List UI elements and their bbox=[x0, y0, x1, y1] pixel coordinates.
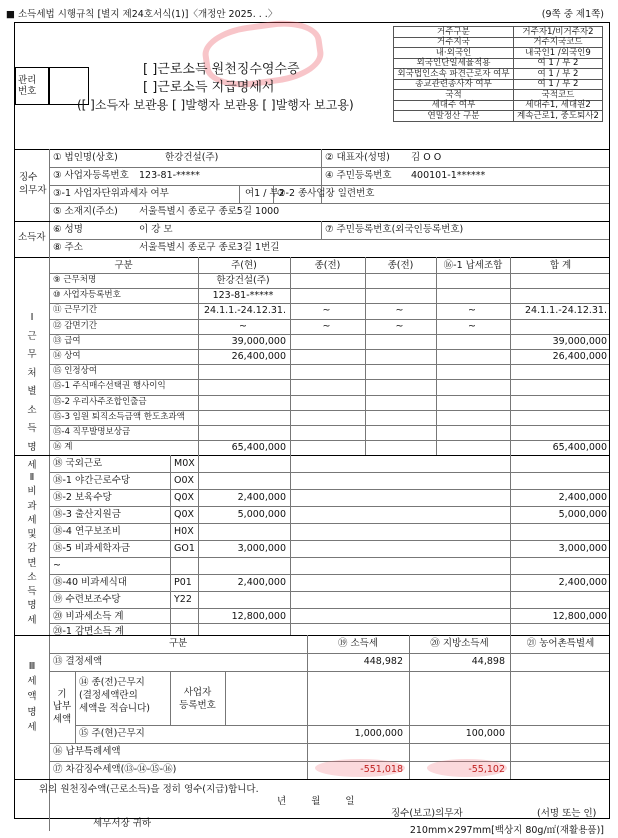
sec1-row-label: ⑫ 감면기간 bbox=[53, 320, 98, 331]
earner-address-value[interactable]: 서울특별시 종로구 종로3길 1번길 bbox=[139, 242, 280, 253]
determined-tax-income[interactable]: 448,982 bbox=[363, 656, 403, 667]
dispatched-worker-value[interactable]: 여 1 / 부 2 bbox=[513, 69, 602, 80]
sec1-row-label: ⑮-4 직무발명보상금 bbox=[53, 427, 131, 437]
householder-value[interactable]: 세대주1, 세대원2 bbox=[513, 100, 602, 111]
address-label: ⑤ 소재지(주소) bbox=[53, 206, 118, 217]
sec2-cell[interactable]: 5,000,000 bbox=[558, 509, 607, 520]
sec1-cell[interactable]: ~ bbox=[239, 320, 247, 332]
sec1-cell[interactable]: ~ bbox=[322, 320, 331, 332]
sec2-code: M0X bbox=[174, 458, 195, 469]
sec1-cell[interactable]: 24.1.1.-24.12.31. bbox=[204, 305, 286, 317]
receipt-form bbox=[14, 22, 610, 829]
page-indicator: (9쪽 중 제1쪽) bbox=[541, 9, 604, 20]
nationality-label: 국적 bbox=[394, 90, 514, 101]
sec1-cell[interactable]: ~ bbox=[468, 320, 476, 332]
sec1-cell[interactable]: 39,000,000 bbox=[231, 335, 286, 347]
sec1-cell[interactable]: ~ bbox=[468, 305, 476, 317]
residency-label: 거주구분 bbox=[394, 27, 514, 38]
sec2-row-label: ⑱-2 보육수당 bbox=[53, 492, 112, 503]
nationality-code[interactable]: 국적코드 bbox=[513, 90, 602, 101]
earner-id-label: ⑦ 주민등록번호(외국인등록번호) bbox=[325, 224, 464, 235]
determined-tax-label: ⑬ 결정세액 bbox=[53, 656, 103, 667]
residency-info-table bbox=[393, 26, 603, 122]
settlement-type-label: 연말정산 구분 bbox=[394, 111, 514, 122]
sec2-cell[interactable]: 2,400,000 bbox=[558, 492, 607, 503]
sec2-code: Q0X bbox=[174, 509, 195, 520]
sec1-cell[interactable]: 65,400,000 bbox=[552, 442, 607, 454]
determined-tax-local[interactable]: 44,898 bbox=[471, 656, 505, 667]
resident-reg-label: ④ 주민등록번호 bbox=[325, 170, 392, 181]
sec1-cell[interactable]: 26,400,000 bbox=[231, 351, 286, 362]
company-name-value[interactable]: 한강건설(주) bbox=[165, 152, 219, 163]
sec2-row-label: ⑱ 국외근로 bbox=[53, 458, 103, 469]
sec2-row-label: ⑱-5 비과세학자금 bbox=[53, 543, 131, 554]
title-payment-statement: [ ]근로소득 지급명세서 bbox=[143, 80, 275, 95]
sec1-row-label: ⑩ 사업자등록번호 bbox=[53, 290, 121, 301]
sub-workplace-label: ③-2 종사업장 일련번호 bbox=[277, 188, 375, 199]
prepaid-tax-label: 기 납부 세액 bbox=[52, 689, 72, 725]
sec2-cell[interactable]: 3,000,000 bbox=[237, 543, 286, 554]
tax-office-recipient: 세무서장 귀하 bbox=[93, 818, 152, 829]
sec1-cell[interactable]: ~ bbox=[395, 305, 404, 317]
sec1-row-label: ⑨ 근무처명 bbox=[53, 275, 97, 285]
sec1-row-label: ⑮-1 주식매수선택권 행사이익 bbox=[53, 381, 166, 392]
residency-value[interactable]: 거주자1/비거주자2 bbox=[513, 27, 602, 38]
business-number-label: 사업자 등록번호 bbox=[179, 687, 216, 711]
sec2-cell[interactable]: 2,400,000 bbox=[237, 492, 286, 503]
representative-value[interactable]: 김 O O bbox=[411, 152, 442, 163]
net-collection-income[interactable]: -551,018 bbox=[360, 764, 403, 775]
business-reg-value[interactable]: 123-81-***** bbox=[139, 170, 200, 181]
sec2-code: Q0X bbox=[174, 492, 195, 503]
nationality-type-label: 내·외국인 bbox=[394, 48, 514, 59]
dispatched-worker-label: 외국법인소속 파견근로자 여부 bbox=[394, 69, 514, 80]
net-collection-local[interactable]: -55,102 bbox=[468, 764, 505, 775]
sec2-code: GO1 bbox=[174, 543, 195, 554]
payer-signature-label: 징수(보고)의무자 bbox=[391, 808, 463, 819]
sec2-cell[interactable]: 12,800,000 bbox=[231, 611, 286, 622]
sec1-row-label: ⑮-2 우리사주조합인출금 bbox=[53, 396, 147, 407]
form-header bbox=[6, 6, 604, 20]
sec1-cell[interactable]: ~ bbox=[395, 320, 404, 332]
religious-worker-label: 종교관련종사자 여부 bbox=[394, 79, 514, 90]
sec2-code: Y22 bbox=[174, 594, 192, 605]
sec1-cell[interactable]: 65,400,000 bbox=[231, 442, 286, 454]
current-workplace-label: ⑮ 주(현)근무지 bbox=[79, 728, 145, 739]
sec1-cell[interactable]: 한강건설(주) bbox=[216, 275, 270, 286]
management-number-label: 관리 번호 bbox=[18, 75, 37, 98]
section2-label: Ⅱ 비 과 세 및 감 면 소 득 명 세 bbox=[27, 472, 37, 626]
sec2-code: O0X bbox=[174, 475, 195, 486]
sec2-code: P01 bbox=[174, 577, 192, 588]
residence-country-label: 거주지국 bbox=[394, 37, 514, 48]
col-tax-union: ⑯-1 납세조합 bbox=[443, 260, 503, 271]
confirmation-text: 위의 원천징수액(근로소득)을 정히 영수(지급)합니다. bbox=[39, 784, 259, 795]
payer-section-label: 징수 의무자 bbox=[19, 172, 47, 197]
settlement-type-value[interactable]: 계속근로1, 중도퇴사2 bbox=[513, 111, 602, 122]
col-previous-2: 종(전) bbox=[387, 260, 414, 271]
nationality-type-value[interactable]: 내국인1 /외국인9 bbox=[513, 48, 602, 59]
section3-label: Ⅲ 세 액 명 세 bbox=[27, 661, 37, 733]
special-tax-label: ⑯ 납부특례세액 bbox=[53, 746, 121, 757]
col-total: 합 계 bbox=[549, 260, 572, 271]
title-copy-type: ([ ]소득자 보관용 [ ]발행자 보관용 [ ]발행자 보고용) bbox=[77, 98, 354, 112]
col-income-tax: ⑲ 소득세 bbox=[337, 638, 379, 649]
sec1-cell[interactable]: ~ bbox=[322, 305, 331, 317]
issue-date[interactable]: 년 월 일 bbox=[277, 796, 355, 807]
sec2-row-label: ~ bbox=[53, 560, 61, 571]
sec3-gubun: 구분 bbox=[168, 638, 188, 649]
sec2-row-label: ⑱-40 비과세식대 bbox=[53, 577, 127, 588]
sign-or-seal[interactable]: (서명 또는 인) bbox=[537, 808, 597, 819]
sec2-row-label: ⑱-4 연구보조비 bbox=[53, 526, 121, 537]
sec2-code: H0X bbox=[174, 526, 194, 537]
earner-name-label: ⑥ 성명 bbox=[53, 224, 83, 235]
col-current: 주(현) bbox=[231, 260, 257, 271]
earner-address-label: ⑧ 주소 bbox=[53, 242, 83, 253]
representative-label: ② 대표자(성명) bbox=[325, 152, 390, 163]
householder-label: 세대주 여부 bbox=[394, 100, 514, 111]
sec2-cell[interactable]: 2,400,000 bbox=[237, 577, 286, 588]
sec1-row-label: ⑭ 상여 bbox=[53, 351, 81, 361]
col-previous-1: 종(전) bbox=[314, 260, 341, 271]
sec1-row-label: ⑮ 인정상여 bbox=[53, 366, 98, 377]
address-value[interactable]: 서울특별시 종로구 종로5길 1000 bbox=[139, 206, 280, 217]
business-reg-label: ③ 사업자등록번호 bbox=[53, 170, 129, 181]
earner-section-label: 소득자 bbox=[18, 232, 46, 243]
paper-size-note: 210mm×297mm[백상지 80g/㎡(재활용품)] bbox=[409, 825, 604, 836]
sec2-row-label: ⑱-3 출산지원금 bbox=[53, 509, 121, 520]
sec2-row-label: ⑱-1 야간근로수당 bbox=[53, 475, 131, 486]
sec1-row-label: ⑪ 근무기간 bbox=[53, 305, 98, 316]
company-name-label: ① 법인명(상호) bbox=[53, 152, 118, 163]
sec1-cell[interactable]: 26,400,000 bbox=[552, 351, 607, 362]
law-reference: ■ 소득세법 시행규칙 [별지 제24호서식(1)]〈개정안 2025. . .〉 bbox=[6, 9, 278, 20]
sec1-cell[interactable]: 24.1.1.-24.12.31. bbox=[525, 305, 607, 317]
religious-worker-value[interactable]: 여 1 / 부 2 bbox=[513, 79, 602, 90]
sec2-row-label: ⑲ 수련보조수당 bbox=[53, 594, 121, 605]
sec2-cell[interactable]: 2,400,000 bbox=[558, 577, 607, 588]
unit-taxpayer-value[interactable]: 여1 / 부2 bbox=[245, 188, 285, 199]
col-gubun: 구분 bbox=[114, 260, 133, 271]
sec2-cell[interactable]: 3,000,000 bbox=[558, 543, 607, 554]
sec1-cell[interactable]: 123-81-***** bbox=[212, 290, 274, 302]
section1-label: Ⅰ 근 무 처 별 소 득 명 세 bbox=[27, 312, 37, 472]
sec2-cell[interactable]: 5,000,000 bbox=[237, 509, 286, 520]
resident-reg-value[interactable]: 400101-1****** bbox=[411, 170, 486, 181]
title-withholding-receipt: [ ]근로소득 원천징수영수증 bbox=[143, 62, 300, 77]
sec2-row-label: ⑳-1 감면소득 계 bbox=[53, 626, 124, 637]
previous-workplace-label: ⑭ 종(전)근무지 (결정세액란의 세액을 적습니다) bbox=[79, 677, 150, 714]
flat-rate-label: 외국인단일세율적용 bbox=[394, 58, 514, 69]
sec2-cell[interactable]: 12,800,000 bbox=[552, 611, 607, 622]
col-local-tax: ⑳ 지방소득세 bbox=[430, 638, 489, 649]
flat-rate-value[interactable]: 여 1 / 부 2 bbox=[513, 58, 602, 69]
col-rural-tax: ㉑ 농어촌특별세 bbox=[526, 638, 595, 649]
current-workplace-income[interactable]: 1,000,000 bbox=[354, 728, 403, 739]
sec1-cell[interactable]: 39,000,000 bbox=[552, 335, 607, 347]
current-workplace-local[interactable]: 100,000 bbox=[465, 728, 505, 739]
net-collection-label: ⑰ 차감징수세액(⑬-⑭-⑮-⑯) bbox=[53, 764, 177, 775]
sec1-row-label: ⑬ 급여 bbox=[53, 335, 81, 346]
residence-country-code[interactable]: 거주지국코드 bbox=[513, 37, 602, 48]
sec1-row-label: ⑮-3 임원 퇴직소득금액 한도초과액 bbox=[53, 411, 185, 422]
sec2-row-label: ⑳ 비과세소득 계 bbox=[53, 611, 124, 622]
earner-name-value[interactable]: 이 강 모 bbox=[139, 224, 173, 235]
unit-taxpayer-label: ③-1 사업자단위과세자 여부 bbox=[53, 188, 169, 199]
sec1-row-label: ⑯ 계 bbox=[53, 442, 73, 453]
